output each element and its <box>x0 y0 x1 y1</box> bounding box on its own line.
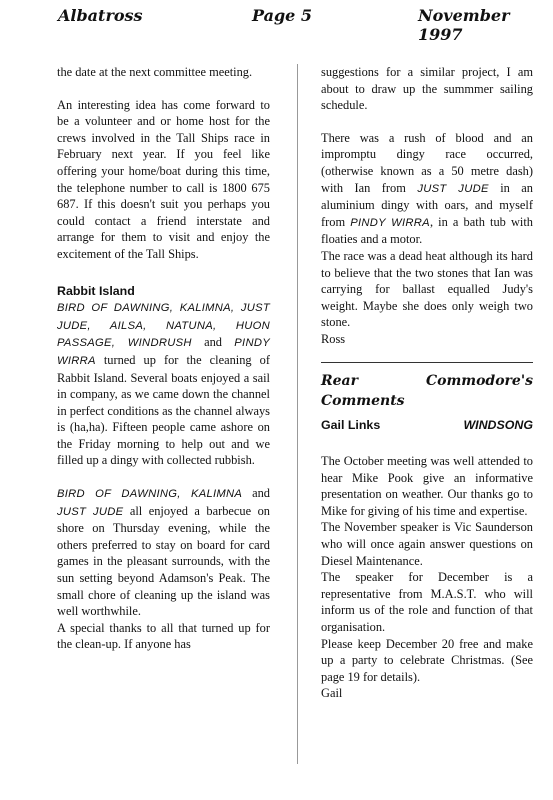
issue-date: November 1997 <box>418 6 510 44</box>
boat-names: BIRD OF DAWNING, KALIMNA, JUST JUDE, AILSA, NATUNA, HUON PASSAGE, WINDRUSH <box>57 302 270 350</box>
byline <box>321 417 533 434</box>
boat-name: JUST JUDE <box>417 182 489 195</box>
rabbit-island-heading: Rabbit Island <box>57 283 135 298</box>
boat-name: PINDY WIRRA <box>350 216 430 229</box>
signature-gail: Gail <box>321 686 343 701</box>
paragraph-thanks: A special thanks to all that turned up for the clean-up. If anyone has <box>57 620 270 652</box>
author-name: Gail Links <box>321 417 381 432</box>
paragraph-tall-ships: An interesting idea has come forward to be a volunteer and or home host for the crews involved in the Tall Ships race in February next year. If you feel like offering your home/boat during this time, the telephone number to call is 1800 675 687. If this doesn't suit you perhaps you could contact a friend interstate and arrange for them to visit and enjoy the excitement of the Tall Ships. <box>57 97 270 261</box>
right-column <box>321 64 533 702</box>
section-rule <box>321 362 533 363</box>
paragraph-rabbit-island: BIRD OF DAWNING, KALIMNA, JUST JUDE, AILSA, NATUNA, HUON PASSAGE, WINDRUSH and PINDY WIRRA turned up for the cleaning of Rabbit Island. Several boats enjoyed a sail in company, as we came down the channel in perfect conditions as the channel always is (ha,ha). Fifteen people came ashore on the Friday morning to help out and we filled up a dingy with collected rubbish. <box>57 302 270 468</box>
paragraph-suggestions: suggestions for a similar project, I am about to draw up the summmer sailing schedule. <box>321 65 533 113</box>
boat-name: JUST JUDE <box>57 505 124 518</box>
paragraph-committee: the date at the next committee meeting. <box>57 65 253 79</box>
page-header <box>0 0 553 44</box>
paragraph-dead-heat: The race was a dead heat although its hard to believe that the two stones that Ian was carrying for ballast equalled Judy's weight. Maybe she does only weigh two stone. <box>321 248 533 330</box>
paragraph-barbecue: BIRD OF DAWNING, KALIMNA and JUST JUDE all enjoyed a barbecue on shore on Thursday evening, while the others preferred to stay on board for card games in the pleasant surrounds, with the sun setting beyond Adamson's Peak. The small chore of cleaning up the island was well worthwhile. <box>57 486 270 619</box>
paragraph-december-speaker: The speaker for December is a representative from M.A.S.T. who will inform us of the role and function of that organisation. <box>321 570 533 635</box>
paragraph-dingy-race: There was a rush of blood and an impromptu dingy race occurred, (otherwise known as a 50 metre dash) with Ian from JUST JUDE in an aluminium dingy with oars, and myself from PINDY WIRRA, in a bath tub with floaties and a motor. <box>321 130 534 247</box>
author-boat: WINDSONG <box>463 417 533 432</box>
paragraph-christmas: Please keep December 20 free and make up a party to celebrate Christmas. (See page 19 for details). <box>321 636 533 684</box>
paragraph-october-meeting: The October meeting was well attended to hear Mike Pook give an informative presentation on weather. Our thanks go to Mike for giving of his time and expertise. <box>321 454 533 518</box>
boat-name: PINDY WIRRA <box>57 337 270 367</box>
page-number: Page 5 <box>252 6 313 25</box>
signature-ross: Ross <box>321 331 346 346</box>
left-column <box>57 64 270 653</box>
column-divider <box>297 64 298 764</box>
boat-names: BIRD OF DAWNING, KALIMNA <box>57 488 243 501</box>
paragraph-november-speaker: The November speaker is Vic Saunderson who will once again answer questions on Diesel Maintenance. <box>321 520 533 568</box>
rear-commodore-heading: Rear Commodore's Comments <box>321 372 533 409</box>
newsletter-title: Albatross <box>58 6 143 25</box>
